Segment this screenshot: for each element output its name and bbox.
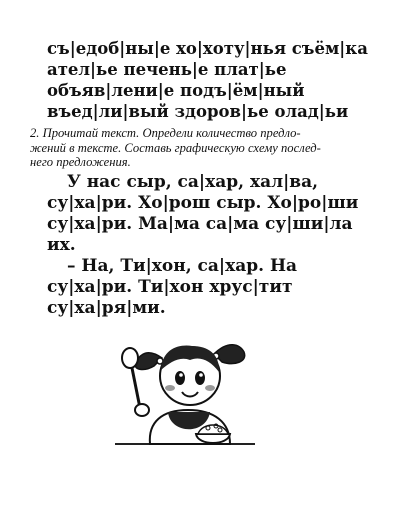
reading-line-4: их. <box>47 235 76 255</box>
spoon-bowl <box>122 348 138 368</box>
task-line-2: жений в тексте. Составь графическую схему послед- <box>30 140 321 155</box>
task-line-1: 2. Прочитай текст. Определи количество предло- <box>30 126 301 140</box>
left-hand <box>135 404 149 416</box>
reading-text <box>47 172 359 319</box>
reading-line-5: – На, Ти|хон, са|хар. На <box>67 256 298 276</box>
right-cheek <box>205 385 215 391</box>
left-cheek <box>165 385 175 391</box>
reading-line-1: У нас сыр, са|хар, хал|ва, <box>67 172 319 192</box>
syllable-word-list <box>47 38 368 122</box>
reading-line-2: су|ха|ри. Хо|рош сыр. Хо|ро|ши <box>47 193 359 213</box>
spoon-handle <box>132 368 140 408</box>
girl-eating-illustration <box>110 318 260 458</box>
reading-line-7: су|ха|ря|ми. <box>47 298 166 318</box>
reading-line-3: су|ха|ри. Ма|ма са|ма су|ши|ла <box>47 214 353 234</box>
task-line-3: него предложения. <box>30 155 131 169</box>
left-eye <box>175 371 185 385</box>
reading-line-6: су|ха|ри. Ти|хон хрус|тит <box>47 277 293 297</box>
task-instruction <box>30 126 350 170</box>
right-eye <box>195 371 205 385</box>
word-line-4: въед|ли|вый здоров|ье олад|ьи <box>47 102 349 121</box>
word-line-1: съ|едоб|ны|е хо|хоту|нья съём|ка <box>47 39 368 58</box>
word-line-3: объяв|лени|е подъ|ём|ный <box>47 81 305 100</box>
word-line-2: ател|ье печень|е плат|ье <box>47 60 287 79</box>
